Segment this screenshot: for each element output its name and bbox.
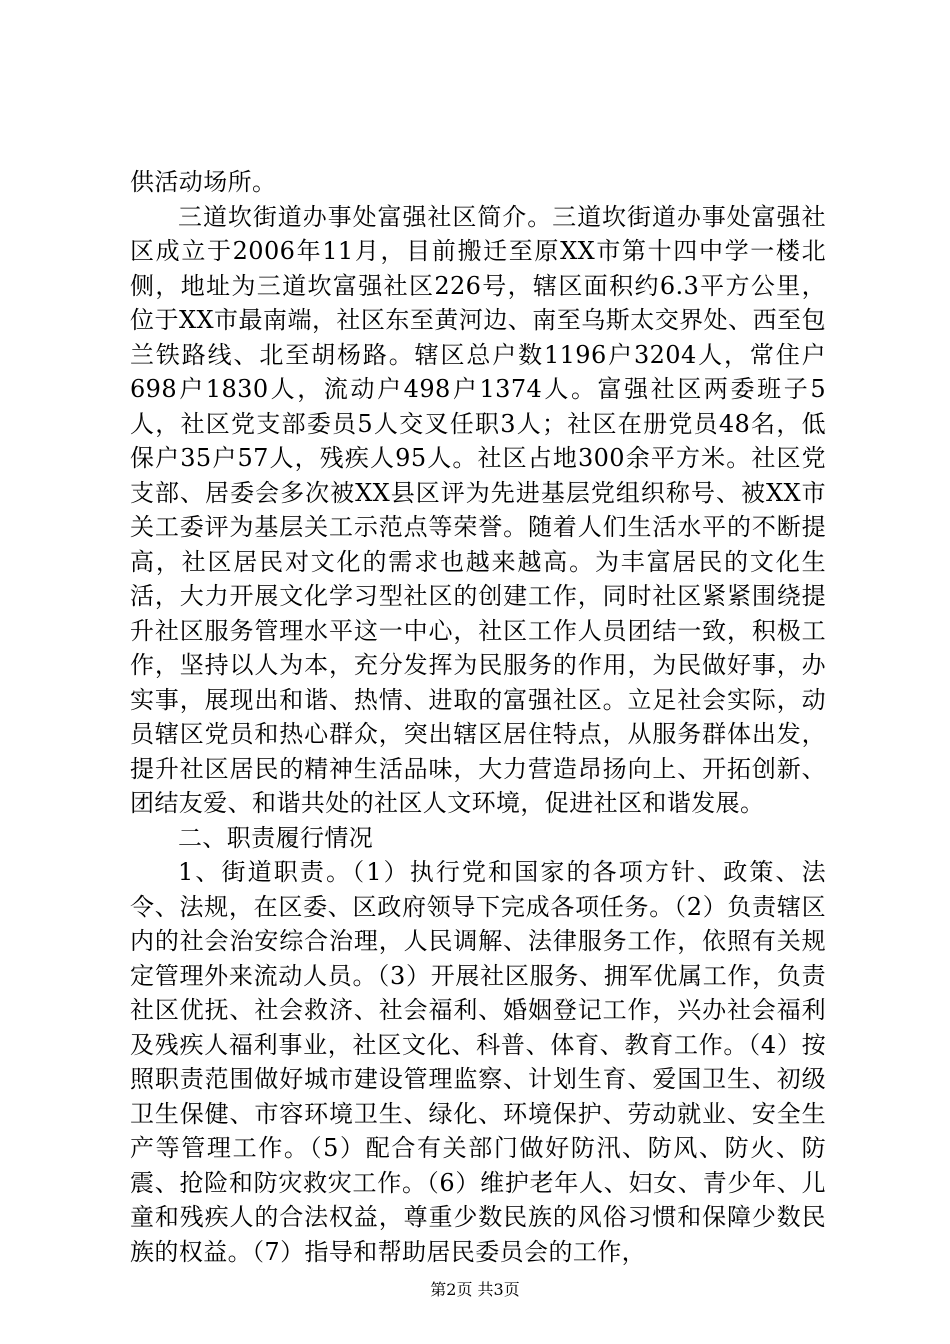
section-heading-duties: 二、职责履行情况 [178, 823, 374, 852]
paragraph-community-intro: 三道坎街道办事处富强社区简介。三道坎街道办事处富强社区成立于2006年11月，目前搬迁至原XX市第十四中学一楼北侧，地址为三道坎富强社区226号，辖区面积约6.3平方公里，位于XX市最南端，社区东至黄河边、南至乌斯太交界处、西至包兰铁路线、北至胡杨路。辖区总户数1196户3204人，常住户698户1830人，流动户498户1374人。富强社区两委班子5人，社区党支部委员5人交叉任职3人；社区在册党员48名，低保户35户57人，残疾人95人。社区占地300余平方米。社区党支部、居委会多次被XX县区评为先进基层党组织称号、被XX市关工委评为基层关工示范点等荣誉。随着人们生活水平的不断提高，社区居民对文化的需求也越来越高。为丰富居民的文化生活，大力开展文化学习型社区的创建工作，同时社区紧紧围绕提升社区服务管理水平这一中心，社区工作人员团结一致，积极工作，坚持以人为本，充分发挥为民服务的作用，为民做好事，办实事，展现出和谐、热情、进取的富强社区。立足社会实际，动员辖区党员和热心群众，突出辖区居住特点，从服务群体出发，提升社区居民的精神生活品味，大力营造昂扬向上、开拓创新、团结友爱、和谐共处的社区人文环境，促进社区和谐发展。 [130, 202, 826, 817]
paragraph-continuation: 供活动场所。 [130, 168, 277, 196]
page-number-footer: 第2页 共3页 [430, 1280, 520, 1299]
document-body [130, 165, 826, 1269]
paragraph-street-duties: 1、街道职责。（1）执行党和国家的各项方针、政策、法令、法规，在区委、区政府领导下完成各项任务。（2）负责辖区内的社会治安综合治理，人民调解、法律服务工作，依照有关规定管理外来流动人员。（3）开展社区服务、拥军优属工作，负责社区优抚、社会救济、社会福利、婚姻登记工作，兴办社会福利及残疾人福利事业，社区文化、科普、体育、教育工作。（4）按照职责范围做好城市建设管理监察、计划生育、爱国卫生、初级卫生保健、市容环境卫生、绿化、环境保护、劳动就业、安全生产等管理工作。（5）配合有关部门做好防汛、防风、防火、防震、抢险和防灾救灾工作。（6）维护老年人、妇女、青少年、儿童和残疾人的合法权益，尊重少数民族的风俗习惯和保障少数民族的权益。（7）指导和帮助居民委员会的工作， [130, 858, 826, 1266]
